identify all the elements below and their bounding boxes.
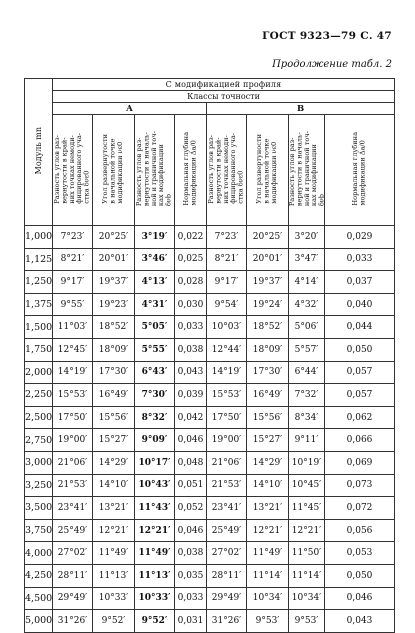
table-row: [25, 474, 395, 497]
value-cell-b1: 27°02′: [207, 542, 247, 565]
class-a-header: А: [53, 103, 207, 115]
value-cell-a1: 21°53′: [53, 474, 93, 497]
value-cell-b4: 0,066: [325, 429, 395, 452]
value-cell-a2: 19°23′: [93, 293, 135, 316]
value-cell-b3: 4°32′: [289, 293, 325, 316]
value-cell-a4: 0,048: [175, 451, 207, 474]
module-cell: 2,000: [25, 361, 53, 384]
value-cell-b2: 9°53′: [247, 610, 289, 633]
value-cell-a4: 0,028: [175, 271, 207, 294]
value-cell-a2: 15°56′: [93, 406, 135, 429]
value-cell-a3: 4°31′: [135, 293, 175, 316]
page-header: ГОСТ 9323—79 С. 47: [262, 30, 392, 42]
col-header-a2: Угол развернутости в начальной точке модификации νε0: [93, 115, 135, 226]
table-row: [25, 316, 395, 339]
module-cell: 3,500: [25, 497, 53, 520]
value-cell-b4: 0,057: [325, 361, 395, 384]
table-row: [25, 451, 395, 474]
table-row: [25, 587, 395, 610]
value-cell-a2: 20°25′: [93, 226, 135, 249]
value-cell-a1: 31°26′: [53, 610, 93, 633]
table-row: [25, 293, 395, 316]
value-cell-b1: 21°53′: [207, 474, 247, 497]
table-row: [25, 406, 395, 429]
value-cell-b4: 0,046: [325, 587, 395, 610]
value-cell-a3: 9°09′: [135, 429, 175, 452]
value-cell-a3: 6°43′: [135, 361, 175, 384]
value-cell-a4: 0,038: [175, 338, 207, 361]
value-cell-b1: 17°50′: [207, 406, 247, 429]
value-cell-b3: 9°53′: [289, 610, 325, 633]
value-cell-b2: 14°29′: [247, 451, 289, 474]
value-cell-a4: 0,039: [175, 384, 207, 407]
value-cell-a4: 0,033: [175, 587, 207, 610]
value-cell-a1: 12°45′: [53, 338, 93, 361]
value-cell-a3: 10°43′: [135, 474, 175, 497]
value-cell-a1: 23°41′: [53, 497, 93, 520]
value-cell-b1: 31°26′: [207, 610, 247, 633]
value-cell-a3: 4°13′: [135, 271, 175, 294]
value-cell-b1: 14°19′: [207, 361, 247, 384]
value-cell-b4: 0,029: [325, 226, 395, 249]
value-cell-b4: 0,050: [325, 564, 395, 587]
value-cell-a4: 0,051: [175, 474, 207, 497]
value-cell-b3: 3°47′: [289, 248, 325, 271]
value-cell-a4: 0,046: [175, 519, 207, 542]
value-cell-b3: 11°14′: [289, 564, 325, 587]
group-header: С модификацией профиля: [53, 79, 395, 91]
col-header-b1: Разность углов раз- вернутости в край- них точках немоди- фицированного уча- стка δνε0: [207, 115, 247, 226]
value-cell-b3: 8°34′: [289, 406, 325, 429]
value-cell-a4: 0,038: [175, 542, 207, 565]
value-cell-a4: 0,035: [175, 564, 207, 587]
value-cell-b4: 0,072: [325, 497, 395, 520]
value-cell-b4: 0,062: [325, 406, 395, 429]
class-b-header: В: [207, 103, 395, 115]
value-cell-a3: 7°30′: [135, 384, 175, 407]
value-cell-a2: 16°49′: [93, 384, 135, 407]
value-cell-a3: 12°21′: [135, 519, 175, 542]
table-row: [25, 384, 395, 407]
value-cell-a4: 0,025: [175, 248, 207, 271]
data-table: [24, 78, 395, 633]
value-cell-b2: 12°21′: [247, 519, 289, 542]
module-cell: 1,125: [25, 248, 53, 271]
value-cell-b4: 0,033: [325, 248, 395, 271]
value-cell-b4: 0,056: [325, 519, 395, 542]
module-cell: 3,000: [25, 451, 53, 474]
value-cell-a3: 10°17′: [135, 451, 175, 474]
value-cell-b3: 11°50′: [289, 542, 325, 565]
table-row: [25, 248, 395, 271]
value-cell-a2: 10°33′: [93, 587, 135, 610]
value-cell-b3: 4°14′: [289, 271, 325, 294]
module-cell: 2,250: [25, 384, 53, 407]
value-cell-b4: 0,043: [325, 610, 395, 633]
col-header-a4: Нормальная глубина модификации Δa/0: [175, 115, 207, 226]
value-cell-b1: 23°41′: [207, 497, 247, 520]
value-cell-b2: 15°27′: [247, 429, 289, 452]
value-cell-a3: 10°33′: [135, 587, 175, 610]
subgroup-header: Классы точности: [53, 91, 395, 103]
value-cell-b2: 11°49′: [247, 542, 289, 565]
value-cell-b2: 11°14′: [247, 564, 289, 587]
value-cell-a2: 9°52′: [93, 610, 135, 633]
table-row: [25, 497, 395, 520]
value-cell-b1: 10°03′: [207, 316, 247, 339]
value-cell-a4: 0,042: [175, 406, 207, 429]
value-cell-b2: 10°34′: [247, 587, 289, 610]
value-cell-b4: 0,057: [325, 384, 395, 407]
table-continuation-label: Продолжение табл. 2: [272, 59, 392, 70]
value-cell-b2: 19°24′: [247, 293, 289, 316]
value-cell-b4: 0,073: [325, 474, 395, 497]
value-cell-b2: 14°10′: [247, 474, 289, 497]
value-cell-b3: 10°34′: [289, 587, 325, 610]
value-cell-b1: 28°11′: [207, 564, 247, 587]
module-column-header: Модуль mn: [25, 79, 53, 226]
value-cell-b2: 20°25′: [247, 226, 289, 249]
value-cell-a1: 11°03′: [53, 316, 93, 339]
value-cell-a2: 11°49′: [93, 542, 135, 565]
value-cell-b2: 15°56′: [247, 406, 289, 429]
module-cell: 5,000: [25, 610, 53, 633]
value-cell-a1: 25°49′: [53, 519, 93, 542]
table-row: [25, 564, 395, 587]
value-cell-b1: 19°00′: [207, 429, 247, 452]
module-cell: 1,000: [25, 226, 53, 249]
value-cell-a4: 0,031: [175, 610, 207, 633]
col-header-b2: Угол развертуности в начальной точке модификации νε0: [247, 115, 289, 226]
value-cell-b1: 12°44′: [207, 338, 247, 361]
value-cell-a2: 15°27′: [93, 429, 135, 452]
table-row: [25, 519, 395, 542]
table-row: [25, 226, 395, 249]
value-cell-a4: 0,022: [175, 226, 207, 249]
value-cell-b4: 0,050: [325, 338, 395, 361]
value-cell-a3: 5°05′: [135, 316, 175, 339]
value-cell-b3: 10°19′: [289, 451, 325, 474]
value-cell-a1: 19°00′: [53, 429, 93, 452]
value-cell-b2: 17°30′: [247, 361, 289, 384]
value-cell-a3: 11°13′: [135, 564, 175, 587]
value-cell-a1: 29°49′: [53, 587, 93, 610]
value-cell-a1: 27°02′: [53, 542, 93, 565]
value-cell-a3: 11°49′: [135, 542, 175, 565]
table-row: [25, 429, 395, 452]
value-cell-b3: 5°57′: [289, 338, 325, 361]
value-cell-b1: 9°17′: [207, 271, 247, 294]
module-cell: 2,750: [25, 429, 53, 452]
value-cell-a1: 8°21′: [53, 248, 93, 271]
value-cell-a2: 11°13′: [93, 564, 135, 587]
module-cell: 1,375: [25, 293, 53, 316]
value-cell-a4: 0,046: [175, 429, 207, 452]
value-cell-a2: 12°21′: [93, 519, 135, 542]
value-cell-a1: 15°53′: [53, 384, 93, 407]
value-cell-b4: 0,053: [325, 542, 395, 565]
value-cell-a3: 8°32′: [135, 406, 175, 429]
value-cell-a1: 21°06′: [53, 451, 93, 474]
value-cell-b3: 10°45′: [289, 474, 325, 497]
module-cell: 1,250: [25, 271, 53, 294]
value-cell-a2: 17°30′: [93, 361, 135, 384]
value-cell-a2: 18°52′: [93, 316, 135, 339]
value-cell-b1: 21°06′: [207, 451, 247, 474]
value-cell-b1: 15°53′: [207, 384, 247, 407]
value-cell-b1: 9°54′: [207, 293, 247, 316]
value-cell-a1: 17°50′: [53, 406, 93, 429]
value-cell-b2: 13°21′: [247, 497, 289, 520]
module-cell: 1,750: [25, 338, 53, 361]
table-row: [25, 610, 395, 633]
module-cell: 4,500: [25, 587, 53, 610]
table-row: [25, 271, 395, 294]
table-row: [25, 338, 395, 361]
module-cell: 2,500: [25, 406, 53, 429]
value-cell-b1: 8°21′: [207, 248, 247, 271]
value-cell-a1: 28°11′: [53, 564, 93, 587]
value-cell-a2: 18°09′: [93, 338, 135, 361]
value-cell-a2: 13°21′: [93, 497, 135, 520]
module-cell: 1,500: [25, 316, 53, 339]
value-cell-b3: 12°21′: [289, 519, 325, 542]
col-header-b3: Разность углов раз- вернутости в началь- ной и граничной точ- ках модификации δνb: [289, 115, 325, 226]
table-body: [25, 226, 395, 633]
value-cell-a1: 14°19′: [53, 361, 93, 384]
value-cell-b3: 5°06′: [289, 316, 325, 339]
value-cell-b3: 3°20′: [289, 226, 325, 249]
value-cell-a3: 3°19′: [135, 226, 175, 249]
value-cell-a3: 9°52′: [135, 610, 175, 633]
value-cell-a4: 0,033: [175, 316, 207, 339]
value-cell-b2: 18°09′: [247, 338, 289, 361]
value-cell-a2: 14°29′: [93, 451, 135, 474]
value-cell-a2: 19°37′: [93, 271, 135, 294]
value-cell-b2: 20°01′: [247, 248, 289, 271]
value-cell-b2: 18°52′: [247, 316, 289, 339]
table-row: [25, 361, 395, 384]
value-cell-b4: 0,037: [325, 271, 395, 294]
value-cell-b3: 9°11′: [289, 429, 325, 452]
value-cell-a3: 11°43′: [135, 497, 175, 520]
value-cell-a4: 0,030: [175, 293, 207, 316]
value-cell-b4: 0,040: [325, 293, 395, 316]
value-cell-a1: 9°55′: [53, 293, 93, 316]
module-cell: 3,250: [25, 474, 53, 497]
value-cell-b2: 16°49′: [247, 384, 289, 407]
value-cell-b3: 6°44′: [289, 361, 325, 384]
value-cell-b4: 0,069: [325, 451, 395, 474]
col-header-a1: Разность углов раз- вернутости в край- них точках немоди- фицированного уча- стка δνε0: [53, 115, 93, 226]
value-cell-b1: 29°49′: [207, 587, 247, 610]
module-cell: 3,750: [25, 519, 53, 542]
col-header-a3: Разность углов раз- вернутости в началь- ной и граничной точ- ках модификации δνb: [135, 115, 175, 226]
table-row: [25, 542, 395, 565]
value-cell-a3: 5°55′: [135, 338, 175, 361]
value-cell-a1: 9°17′: [53, 271, 93, 294]
col-header-b4: Нормальная глубина модификации Δa/0: [325, 115, 395, 226]
value-cell-a2: 20°01′: [93, 248, 135, 271]
value-cell-b3: 7°32′: [289, 384, 325, 407]
module-cell: 4,250: [25, 564, 53, 587]
value-cell-b4: 0,044: [325, 316, 395, 339]
value-cell-a4: 0,043: [175, 361, 207, 384]
module-cell: 4,000: [25, 542, 53, 565]
value-cell-b3: 11°45′: [289, 497, 325, 520]
value-cell-a2: 14°10′: [93, 474, 135, 497]
value-cell-b1: 25°49′: [207, 519, 247, 542]
value-cell-b1: 7°23′: [207, 226, 247, 249]
value-cell-a3: 3°46′: [135, 248, 175, 271]
value-cell-a1: 7°23′: [53, 226, 93, 249]
value-cell-b2: 19°37′: [247, 271, 289, 294]
value-cell-a4: 0,052: [175, 497, 207, 520]
